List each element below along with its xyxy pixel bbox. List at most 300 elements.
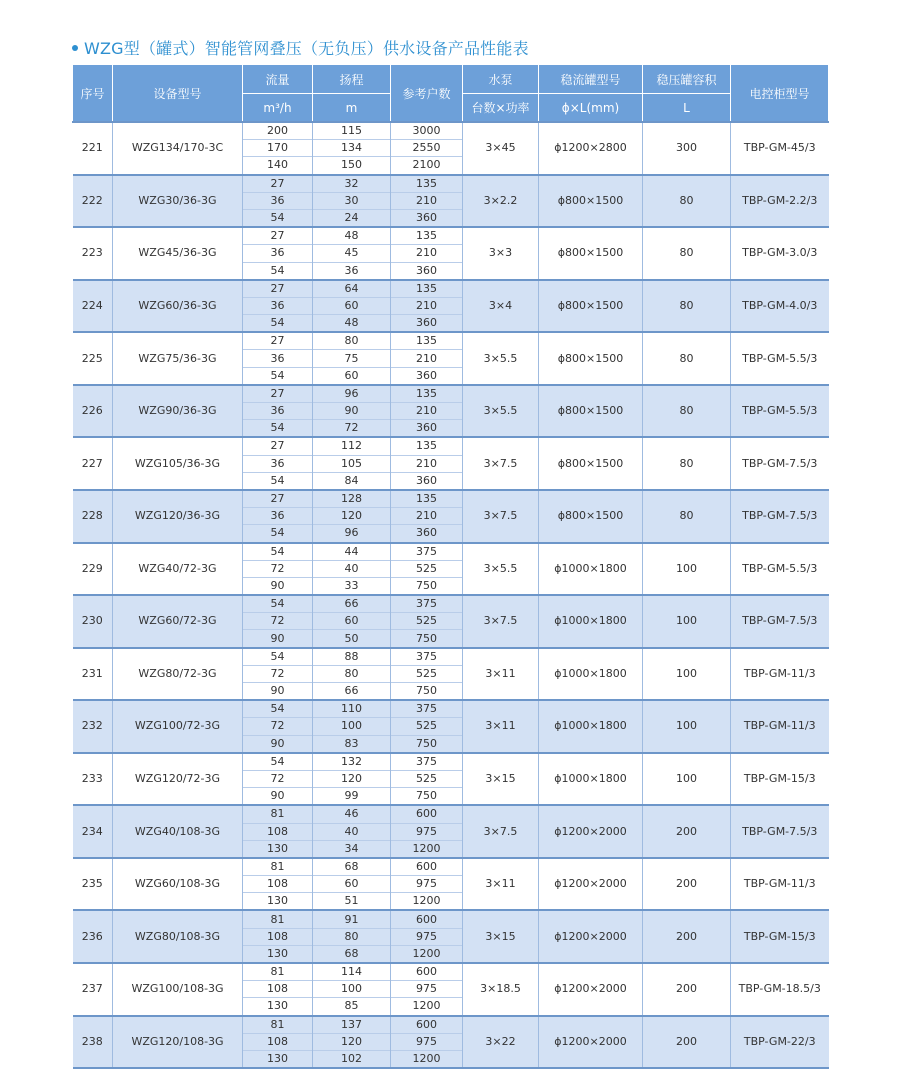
cell-seq: 224 xyxy=(73,280,113,333)
cell-model: WZG100/108-3G xyxy=(113,963,243,1016)
cell-pressure-tank: 200 xyxy=(643,910,731,963)
cell-flow: 81 xyxy=(243,805,313,823)
cell-cabinet: TBP-GM-11/3 xyxy=(731,700,829,753)
cell-households: 525 xyxy=(391,770,463,787)
cell-pump: 3×11 xyxy=(463,648,539,701)
cell-households: 975 xyxy=(391,876,463,893)
cell-households: 375 xyxy=(391,648,463,666)
cell-pressure-tank: 80 xyxy=(643,332,731,385)
cell-tank: ϕ1000×1800 xyxy=(539,753,643,806)
cell-seq: 222 xyxy=(73,175,113,228)
cell-households: 600 xyxy=(391,910,463,928)
cell-flow: 54 xyxy=(243,648,313,666)
table-row xyxy=(73,490,829,508)
header-seq: 序号 xyxy=(73,65,113,123)
cell-households: 600 xyxy=(391,858,463,876)
cell-households: 525 xyxy=(391,613,463,630)
cell-cabinet: TBP-GM-22/3 xyxy=(731,1016,829,1069)
cell-pressure-tank: 80 xyxy=(643,437,731,490)
cell-head: 96 xyxy=(313,385,391,403)
cell-flow: 72 xyxy=(243,560,313,577)
cell-head: 48 xyxy=(313,227,391,245)
cell-flow: 90 xyxy=(243,683,313,701)
cell-head: 60 xyxy=(313,876,391,893)
cell-model: WZG75/36-3G xyxy=(113,332,243,385)
bullet-dot-icon xyxy=(72,45,78,51)
cell-pressure-tank: 200 xyxy=(643,1016,731,1069)
cell-model: WZG90/36-3G xyxy=(113,385,243,438)
cell-seq: 236 xyxy=(73,910,113,963)
cell-pressure-tank: 100 xyxy=(643,700,731,753)
cell-flow: 54 xyxy=(243,315,313,333)
cell-pressure-tank: 200 xyxy=(643,858,731,911)
cell-model: WZG100/72-3G xyxy=(113,700,243,753)
cell-pump: 3×15 xyxy=(463,753,539,806)
cell-flow: 36 xyxy=(243,297,313,314)
cell-head: 88 xyxy=(313,648,391,666)
cell-pressure-tank: 80 xyxy=(643,280,731,333)
cell-households: 375 xyxy=(391,595,463,613)
cell-pump: 3×4 xyxy=(463,280,539,333)
cell-pump: 3×5.5 xyxy=(463,332,539,385)
cell-pressure-tank: 80 xyxy=(643,175,731,228)
table-row xyxy=(73,910,829,928)
cell-flow: 81 xyxy=(243,858,313,876)
cell-households: 375 xyxy=(391,543,463,561)
cell-seq: 221 xyxy=(73,122,113,175)
cell-head: 33 xyxy=(313,577,391,595)
cell-flow: 72 xyxy=(243,613,313,630)
header-cabinet: 电控柜型号 xyxy=(731,65,829,123)
cell-seq: 231 xyxy=(73,648,113,701)
cell-households: 375 xyxy=(391,700,463,718)
cell-model: WZG30/36-3G xyxy=(113,175,243,228)
cell-pump: 3×11 xyxy=(463,858,539,911)
table-row xyxy=(73,858,829,876)
cell-flow: 108 xyxy=(243,823,313,840)
cell-households: 750 xyxy=(391,788,463,806)
cell-households: 1200 xyxy=(391,840,463,858)
cell-households: 210 xyxy=(391,508,463,525)
cell-flow: 140 xyxy=(243,157,313,175)
cell-pressure-tank: 200 xyxy=(643,963,731,1016)
cell-households: 3000 xyxy=(391,122,463,140)
cell-households: 375 xyxy=(391,753,463,771)
cell-head: 114 xyxy=(313,963,391,981)
header-head-unit: m xyxy=(313,94,391,123)
header-pump: 水泵 xyxy=(463,65,539,94)
cell-flow: 108 xyxy=(243,928,313,945)
cell-tank: ϕ800×1500 xyxy=(539,437,643,490)
page-title-text: WZG型（罐式）智能管网叠压（无负压）供水设备产品性能表 xyxy=(84,39,529,58)
cell-households: 360 xyxy=(391,315,463,333)
cell-flow: 54 xyxy=(243,753,313,771)
cell-flow: 81 xyxy=(243,1016,313,1034)
cell-cabinet: TBP-GM-7.5/3 xyxy=(731,805,829,858)
cell-households: 2550 xyxy=(391,140,463,157)
performance-table xyxy=(72,64,829,1069)
cell-model: WZG120/72-3G xyxy=(113,753,243,806)
cell-tank: ϕ1200×2000 xyxy=(539,858,643,911)
table-row xyxy=(73,280,829,298)
cell-model: WZG40/108-3G xyxy=(113,805,243,858)
table-row xyxy=(73,700,829,718)
cell-model: WZG60/108-3G xyxy=(113,858,243,911)
cell-head: 68 xyxy=(313,858,391,876)
cell-cabinet: TBP-GM-15/3 xyxy=(731,753,829,806)
cell-head: 66 xyxy=(313,595,391,613)
cell-head: 84 xyxy=(313,472,391,490)
cell-head: 60 xyxy=(313,367,391,385)
cell-head: 44 xyxy=(313,543,391,561)
table-row xyxy=(73,385,829,403)
cell-head: 102 xyxy=(313,1050,391,1068)
cell-flow: 36 xyxy=(243,350,313,367)
cell-households: 2100 xyxy=(391,157,463,175)
header-tank: 稳流罐型号 xyxy=(539,65,643,94)
cell-households: 210 xyxy=(391,297,463,314)
cell-flow: 108 xyxy=(243,981,313,998)
table-header xyxy=(73,65,829,123)
cell-flow: 36 xyxy=(243,245,313,262)
cell-pump: 3×22 xyxy=(463,1016,539,1069)
cell-flow: 27 xyxy=(243,437,313,455)
cell-pump: 3×11 xyxy=(463,700,539,753)
cell-pump: 3×18.5 xyxy=(463,963,539,1016)
cell-tank: ϕ800×1500 xyxy=(539,332,643,385)
cell-head: 83 xyxy=(313,735,391,753)
cell-tank: ϕ800×1500 xyxy=(539,385,643,438)
cell-households: 210 xyxy=(391,192,463,209)
cell-flow: 54 xyxy=(243,209,313,227)
cell-head: 120 xyxy=(313,508,391,525)
cell-model: WZG80/108-3G xyxy=(113,910,243,963)
cell-model: WZG105/36-3G xyxy=(113,437,243,490)
cell-flow: 27 xyxy=(243,385,313,403)
cell-pressure-tank: 300 xyxy=(643,122,731,175)
cell-model: WZG40/72-3G xyxy=(113,543,243,596)
header-tank-unit: ϕ×L(mm) xyxy=(539,94,643,123)
table-row xyxy=(73,332,829,350)
cell-households: 525 xyxy=(391,665,463,682)
cell-head: 120 xyxy=(313,1033,391,1050)
cell-pump: 3×45 xyxy=(463,122,539,175)
cell-flow: 72 xyxy=(243,718,313,735)
table-row xyxy=(73,437,829,455)
cell-flow: 54 xyxy=(243,472,313,490)
table-row xyxy=(73,805,829,823)
page-title xyxy=(72,36,529,59)
cell-pressure-tank: 80 xyxy=(643,385,731,438)
cell-seq: 234 xyxy=(73,805,113,858)
header-households: 参考户数 xyxy=(391,65,463,123)
cell-flow: 36 xyxy=(243,403,313,420)
cell-households: 360 xyxy=(391,262,463,280)
cell-seq: 233 xyxy=(73,753,113,806)
cell-households: 750 xyxy=(391,735,463,753)
cell-tank: ϕ1000×1800 xyxy=(539,648,643,701)
cell-households: 210 xyxy=(391,245,463,262)
cell-cabinet: TBP-GM-5.5/3 xyxy=(731,543,829,596)
cell-tank: ϕ1200×2000 xyxy=(539,1016,643,1069)
cell-pump: 3×5.5 xyxy=(463,385,539,438)
cell-flow: 27 xyxy=(243,332,313,350)
cell-flow: 130 xyxy=(243,840,313,858)
cell-households: 210 xyxy=(391,350,463,367)
cell-flow: 54 xyxy=(243,262,313,280)
cell-cabinet: TBP-GM-7.5/3 xyxy=(731,490,829,543)
cell-pressure-tank: 100 xyxy=(643,753,731,806)
cell-flow: 130 xyxy=(243,998,313,1016)
cell-head: 120 xyxy=(313,770,391,787)
cell-flow: 72 xyxy=(243,770,313,787)
cell-flow: 54 xyxy=(243,420,313,438)
cell-tank: ϕ1000×1800 xyxy=(539,595,643,648)
cell-households: 750 xyxy=(391,630,463,648)
table-row xyxy=(73,175,829,193)
cell-head: 96 xyxy=(313,525,391,543)
cell-households: 210 xyxy=(391,455,463,472)
cell-model: WZG134/170-3C xyxy=(113,122,243,175)
cell-flow: 54 xyxy=(243,367,313,385)
cell-tank: ϕ1200×2000 xyxy=(539,910,643,963)
cell-households: 1200 xyxy=(391,1050,463,1068)
cell-households: 360 xyxy=(391,525,463,543)
table-row xyxy=(73,963,829,981)
cell-flow: 108 xyxy=(243,1033,313,1050)
cell-head: 132 xyxy=(313,753,391,771)
cell-pump: 3×7.5 xyxy=(463,437,539,490)
cell-flow: 130 xyxy=(243,945,313,963)
cell-cabinet: TBP-GM-18.5/3 xyxy=(731,963,829,1016)
cell-tank: ϕ800×1500 xyxy=(539,280,643,333)
cell-model: WZG120/36-3G xyxy=(113,490,243,543)
cell-flow: 54 xyxy=(243,700,313,718)
cell-households: 1200 xyxy=(391,998,463,1016)
cell-head: 51 xyxy=(313,893,391,911)
cell-flow: 90 xyxy=(243,788,313,806)
cell-seq: 228 xyxy=(73,490,113,543)
cell-households: 975 xyxy=(391,1033,463,1050)
cell-households: 600 xyxy=(391,963,463,981)
cell-pump: 3×7.5 xyxy=(463,490,539,543)
cell-head: 91 xyxy=(313,910,391,928)
cell-households: 135 xyxy=(391,175,463,193)
cell-pressure-tank: 80 xyxy=(643,227,731,280)
cell-model: WZG60/72-3G xyxy=(113,595,243,648)
cell-pressure-tank: 100 xyxy=(643,648,731,701)
cell-flow: 170 xyxy=(243,140,313,157)
cell-tank: ϕ800×1500 xyxy=(539,227,643,280)
cell-pump: 3×3 xyxy=(463,227,539,280)
cell-flow: 27 xyxy=(243,175,313,193)
cell-flow: 108 xyxy=(243,876,313,893)
cell-head: 80 xyxy=(313,332,391,350)
cell-flow: 54 xyxy=(243,543,313,561)
cell-seq: 238 xyxy=(73,1016,113,1069)
cell-head: 60 xyxy=(313,613,391,630)
cell-head: 112 xyxy=(313,437,391,455)
cell-cabinet: TBP-GM-15/3 xyxy=(731,910,829,963)
header-flow-unit: m³/h xyxy=(243,94,313,123)
cell-seq: 235 xyxy=(73,858,113,911)
cell-cabinet: TBP-GM-4.0/3 xyxy=(731,280,829,333)
cell-cabinet: TBP-GM-7.5/3 xyxy=(731,595,829,648)
cell-flow: 130 xyxy=(243,893,313,911)
cell-seq: 237 xyxy=(73,963,113,1016)
cell-households: 975 xyxy=(391,981,463,998)
cell-head: 72 xyxy=(313,420,391,438)
cell-tank: ϕ1200×2000 xyxy=(539,805,643,858)
cell-households: 1200 xyxy=(391,893,463,911)
cell-seq: 226 xyxy=(73,385,113,438)
cell-head: 85 xyxy=(313,998,391,1016)
cell-model: WZG60/36-3G xyxy=(113,280,243,333)
cell-households: 135 xyxy=(391,332,463,350)
cell-cabinet: TBP-GM-2.2/3 xyxy=(731,175,829,228)
cell-households: 750 xyxy=(391,577,463,595)
cell-pump: 3×7.5 xyxy=(463,805,539,858)
cell-seq: 227 xyxy=(73,437,113,490)
cell-households: 1200 xyxy=(391,945,463,963)
cell-households: 600 xyxy=(391,805,463,823)
cell-flow: 36 xyxy=(243,192,313,209)
table-body xyxy=(73,122,829,1068)
cell-cabinet: TBP-GM-3.0/3 xyxy=(731,227,829,280)
cell-head: 105 xyxy=(313,455,391,472)
cell-cabinet: TBP-GM-5.5/3 xyxy=(731,332,829,385)
cell-seq: 230 xyxy=(73,595,113,648)
cell-head: 40 xyxy=(313,823,391,840)
cell-households: 975 xyxy=(391,928,463,945)
cell-households: 525 xyxy=(391,718,463,735)
cell-households: 210 xyxy=(391,403,463,420)
cell-flow: 90 xyxy=(243,735,313,753)
cell-households: 135 xyxy=(391,385,463,403)
cell-households: 525 xyxy=(391,560,463,577)
cell-tank: ϕ1200×2000 xyxy=(539,963,643,1016)
cell-head: 99 xyxy=(313,788,391,806)
cell-flow: 36 xyxy=(243,508,313,525)
cell-flow: 27 xyxy=(243,280,313,298)
header-model: 设备型号 xyxy=(113,65,243,123)
table-row xyxy=(73,648,829,666)
header-head: 扬程 xyxy=(313,65,391,94)
cell-tank: ϕ1200×2800 xyxy=(539,122,643,175)
cell-households: 135 xyxy=(391,490,463,508)
cell-head: 32 xyxy=(313,175,391,193)
table-row xyxy=(73,595,829,613)
table-row xyxy=(73,543,829,561)
cell-head: 24 xyxy=(313,209,391,227)
header-pressure-tank: 稳压罐容积 xyxy=(643,65,731,94)
cell-head: 90 xyxy=(313,403,391,420)
cell-cabinet: TBP-GM-11/3 xyxy=(731,858,829,911)
cell-tank: ϕ800×1500 xyxy=(539,490,643,543)
cell-head: 75 xyxy=(313,350,391,367)
cell-seq: 232 xyxy=(73,700,113,753)
cell-flow: 27 xyxy=(243,490,313,508)
table-row xyxy=(73,1016,829,1034)
header-pressure-tank-unit: L xyxy=(643,94,731,123)
cell-flow: 81 xyxy=(243,963,313,981)
cell-flow: 27 xyxy=(243,227,313,245)
header-flow: 流量 xyxy=(243,65,313,94)
cell-head: 46 xyxy=(313,805,391,823)
cell-pump: 3×5.5 xyxy=(463,543,539,596)
cell-pump: 3×7.5 xyxy=(463,595,539,648)
cell-head: 150 xyxy=(313,157,391,175)
cell-head: 128 xyxy=(313,490,391,508)
cell-flow: 54 xyxy=(243,595,313,613)
cell-flow: 81 xyxy=(243,910,313,928)
cell-cabinet: TBP-GM-5.5/3 xyxy=(731,385,829,438)
cell-flow: 130 xyxy=(243,1050,313,1068)
cell-head: 110 xyxy=(313,700,391,718)
table-row xyxy=(73,227,829,245)
cell-cabinet: TBP-GM-11/3 xyxy=(731,648,829,701)
cell-pressure-tank: 100 xyxy=(643,543,731,596)
cell-model: WZG80/72-3G xyxy=(113,648,243,701)
cell-head: 50 xyxy=(313,630,391,648)
cell-seq: 223 xyxy=(73,227,113,280)
cell-pressure-tank: 80 xyxy=(643,490,731,543)
cell-cabinet: TBP-GM-7.5/3 xyxy=(731,437,829,490)
cell-pump: 3×2.2 xyxy=(463,175,539,228)
cell-pump: 3×15 xyxy=(463,910,539,963)
cell-tank: ϕ1000×1800 xyxy=(539,700,643,753)
cell-model: WZG120/108-3G xyxy=(113,1016,243,1069)
cell-households: 360 xyxy=(391,472,463,490)
cell-pressure-tank: 100 xyxy=(643,595,731,648)
cell-households: 750 xyxy=(391,683,463,701)
cell-head: 34 xyxy=(313,840,391,858)
cell-head: 80 xyxy=(313,928,391,945)
cell-head: 68 xyxy=(313,945,391,963)
cell-head: 137 xyxy=(313,1016,391,1034)
cell-flow: 36 xyxy=(243,455,313,472)
header-pump-unit: 台数×功率 xyxy=(463,94,539,123)
table-row xyxy=(73,122,829,140)
cell-head: 40 xyxy=(313,560,391,577)
cell-head: 48 xyxy=(313,315,391,333)
table-row xyxy=(73,753,829,771)
cell-flow: 90 xyxy=(243,630,313,648)
cell-seq: 229 xyxy=(73,543,113,596)
cell-flow: 200 xyxy=(243,122,313,140)
cell-flow: 72 xyxy=(243,665,313,682)
cell-seq: 225 xyxy=(73,332,113,385)
cell-tank: ϕ800×1500 xyxy=(539,175,643,228)
cell-tank: ϕ1000×1800 xyxy=(539,543,643,596)
cell-households: 135 xyxy=(391,227,463,245)
cell-head: 100 xyxy=(313,981,391,998)
cell-flow: 90 xyxy=(243,577,313,595)
cell-cabinet: TBP-GM-45/3 xyxy=(731,122,829,175)
cell-households: 360 xyxy=(391,367,463,385)
cell-head: 115 xyxy=(313,122,391,140)
cell-model: WZG45/36-3G xyxy=(113,227,243,280)
cell-households: 600 xyxy=(391,1016,463,1034)
cell-households: 135 xyxy=(391,437,463,455)
cell-households: 135 xyxy=(391,280,463,298)
cell-head: 134 xyxy=(313,140,391,157)
cell-households: 360 xyxy=(391,420,463,438)
cell-head: 66 xyxy=(313,683,391,701)
cell-households: 360 xyxy=(391,209,463,227)
cell-head: 60 xyxy=(313,297,391,314)
cell-head: 36 xyxy=(313,262,391,280)
